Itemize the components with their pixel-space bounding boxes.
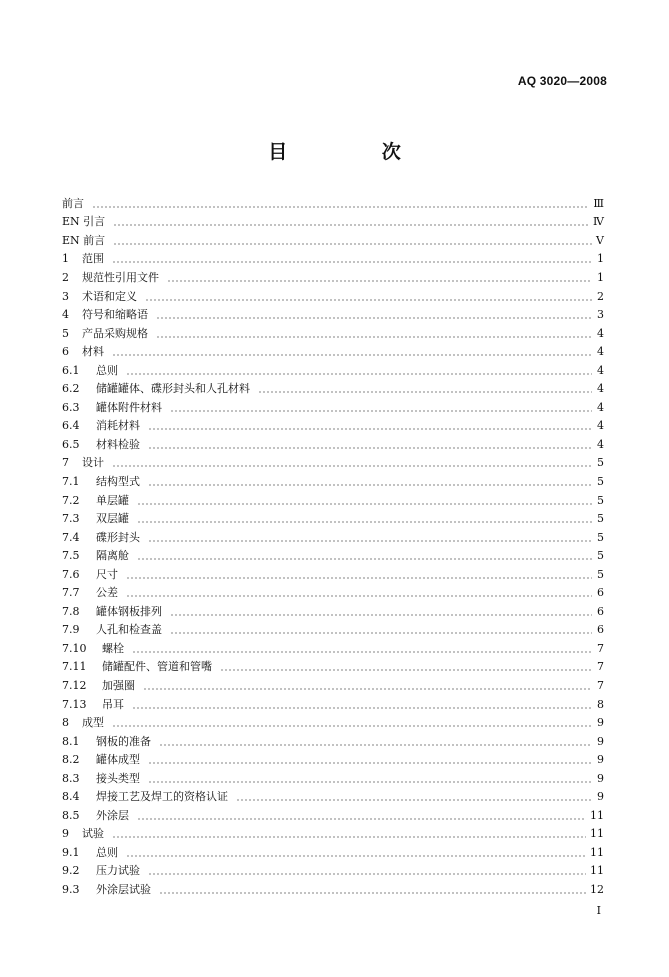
- toc-entry-label: 总则: [96, 363, 118, 377]
- toc-entry[interactable]: [62, 213, 604, 232]
- toc-entry[interactable]: [62, 435, 604, 454]
- toc-dot-leader: [126, 847, 586, 858]
- toc-entry-label: 加强圈: [102, 678, 135, 692]
- toc-entry-page: 5: [597, 530, 604, 544]
- toc-entry[interactable]: [62, 583, 604, 602]
- toc-entry-label: 钢板的准备: [96, 734, 151, 748]
- toc-dot-leader: [132, 699, 592, 710]
- toc-entry-label: 产品采购规格: [82, 326, 148, 340]
- toc-entry-page: 7: [597, 678, 604, 692]
- toc-entry-number: 9: [62, 827, 69, 841]
- toc-entry-number: 6.1: [62, 363, 80, 377]
- toc-entry-label: 罐体成型: [96, 753, 140, 767]
- toc-entry-number: 8: [62, 716, 69, 730]
- toc-entry-page: Ⅲ: [593, 196, 604, 210]
- toc-entry[interactable]: [62, 509, 604, 528]
- toc-entry[interactable]: [62, 658, 604, 677]
- toc-entry-label: 材料: [82, 345, 104, 359]
- table-of-contents: [62, 194, 604, 899]
- toc-entry-page: 4: [597, 400, 604, 414]
- toc-entry-number: 9.2: [62, 864, 80, 878]
- toc-entry-number: 8.5: [62, 808, 80, 822]
- toc-dot-leader: [137, 513, 592, 524]
- toc-entry-number: 7.2: [62, 493, 80, 507]
- toc-entry-number: 7: [62, 456, 69, 470]
- toc-dot-leader: [148, 420, 592, 431]
- toc-entry[interactable]: [62, 713, 604, 732]
- toc-entry-label: 罐体钢板排列: [96, 604, 162, 618]
- toc-entry-label: 术语和定义: [82, 289, 137, 303]
- toc-entry-number: 7.7: [62, 586, 80, 600]
- toc-dot-leader: [148, 865, 586, 876]
- toc-entry-page: 4: [597, 363, 604, 377]
- toc-entry-label: 成型: [82, 716, 104, 730]
- toc-entry-number: 7.3: [62, 512, 80, 526]
- toc-entry-number: 1: [62, 252, 69, 266]
- toc-entry[interactable]: [62, 732, 604, 751]
- toc-entry-label: 螺栓: [102, 641, 124, 655]
- toc-entry-label: 结构型式: [96, 474, 140, 488]
- toc-entry[interactable]: [62, 602, 604, 621]
- toc-dot-leader: [170, 624, 592, 635]
- toc-entry[interactable]: [62, 695, 604, 714]
- toc-entry-label: 储罐配件、管道和管嘴: [102, 660, 212, 674]
- toc-entry-label: 总则: [96, 845, 118, 859]
- toc-entry-label: 外涂层: [96, 808, 129, 822]
- toc-entry-page: 3: [597, 308, 604, 322]
- toc-entry[interactable]: [62, 324, 604, 343]
- toc-dot-leader: [170, 402, 592, 413]
- toc-entry-page: 5: [597, 493, 604, 507]
- toc-entry[interactable]: [62, 843, 604, 862]
- toc-entry[interactable]: [62, 621, 604, 640]
- toc-entry-page: 7: [597, 641, 604, 655]
- toc-entry-page: 2: [597, 289, 604, 303]
- document-code: AQ 3020—2008: [517, 74, 607, 88]
- toc-entry[interactable]: [62, 417, 604, 436]
- toc-entry-page: 4: [597, 326, 604, 340]
- toc-entry-label: 双层罐: [96, 512, 129, 526]
- toc-entry-label: 压力试验: [96, 864, 140, 878]
- toc-dot-leader: [220, 661, 592, 672]
- toc-entry-number: 5: [62, 326, 69, 340]
- toc-entry[interactable]: [62, 880, 604, 899]
- toc-entry[interactable]: [62, 639, 604, 658]
- toc-entry-number: 8.3: [62, 771, 80, 785]
- toc-dot-leader: [145, 291, 592, 302]
- toc-dot-leader: [170, 606, 592, 617]
- toc-entry[interactable]: [62, 287, 604, 306]
- toc-entry[interactable]: [62, 268, 604, 287]
- toc-entry[interactable]: [62, 491, 604, 510]
- toc-entry[interactable]: [62, 676, 604, 695]
- toc-entry[interactable]: [62, 769, 604, 788]
- toc-entry[interactable]: [62, 862, 604, 881]
- toc-entry[interactable]: [62, 398, 604, 417]
- toc-entry-number: 7.10: [62, 641, 87, 655]
- toc-entry-number: 7.1: [62, 474, 80, 488]
- toc-entry-page: 9: [597, 771, 604, 785]
- toc-entry-page: 8: [597, 697, 604, 711]
- toc-entry-label: 焊接工艺及焊工的资格认证: [96, 790, 228, 804]
- toc-title: 目 次: [268, 141, 445, 163]
- toc-dot-leader: [159, 884, 586, 895]
- toc-entry-number: 9.1: [62, 845, 80, 859]
- toc-dot-leader: [92, 198, 589, 209]
- toc-entry-page: 5: [597, 567, 604, 581]
- toc-entry-number: 7.6: [62, 567, 80, 581]
- toc-dot-leader: [132, 643, 592, 654]
- toc-entry-number: 7.9: [62, 623, 80, 637]
- toc-entry-label: 人孔和检查盖: [96, 623, 162, 637]
- toc-entry-number: 8.4: [62, 790, 80, 804]
- toc-dot-leader: [143, 680, 592, 691]
- toc-dot-leader: [156, 328, 592, 339]
- toc-dot-leader: [148, 439, 592, 450]
- toc-entry[interactable]: [62, 825, 604, 844]
- toc-entry-number: 7.4: [62, 530, 80, 544]
- toc-dot-leader: [159, 736, 592, 747]
- toc-dot-leader: [126, 365, 592, 376]
- toc-entry-page: 11: [590, 845, 604, 859]
- toc-entry-number: 8.1: [62, 734, 80, 748]
- toc-entry-label: 碟形封头: [96, 530, 140, 544]
- toc-entry-page: 6: [597, 586, 604, 600]
- toc-entry-number: 7.12: [62, 678, 87, 692]
- toc-entry-label: 消耗材料: [96, 419, 140, 433]
- toc-entry-number: 7.13: [62, 697, 87, 711]
- toc-entry-page: 11: [590, 827, 604, 841]
- toc-dot-leader: [137, 810, 586, 821]
- toc-entry-page: Ⅳ: [593, 215, 604, 229]
- toc-entry[interactable]: [62, 750, 604, 769]
- toc-entry-label: 范围: [82, 252, 104, 266]
- toc-entry-number: 7.5: [62, 549, 80, 563]
- toc-dot-leader: [126, 569, 592, 580]
- toc-entry-number: 7.8: [62, 604, 80, 618]
- toc-entry[interactable]: [62, 305, 604, 324]
- toc-entry[interactable]: [62, 546, 604, 565]
- toc-entry-label: 外涂层试验: [96, 883, 151, 896]
- toc-entry[interactable]: [62, 379, 604, 398]
- toc-entry-page: 4: [597, 382, 604, 396]
- toc-dot-leader: [137, 495, 592, 506]
- toc-entry-page: 7: [597, 660, 604, 674]
- toc-entry-label: 材料检验: [96, 437, 140, 451]
- toc-entry-number: 6.5: [62, 437, 80, 451]
- toc-entry[interactable]: [62, 342, 604, 361]
- toc-entry-label: 设计: [82, 456, 104, 470]
- toc-entry-label: 试验: [82, 827, 104, 841]
- toc-entry-page: 5: [597, 549, 604, 563]
- toc-entry-number: 4: [62, 308, 69, 322]
- toc-entry-page: 9: [597, 790, 604, 804]
- toc-entry[interactable]: [62, 528, 604, 547]
- toc-entry-label: 储罐罐体、碟形封头和人孔材料: [96, 382, 250, 396]
- toc-entry-label: 单层罐: [96, 493, 129, 507]
- toc-dot-leader: [148, 476, 592, 487]
- toc-dot-leader: [113, 235, 592, 246]
- toc-dot-leader: [113, 216, 589, 227]
- toc-entry[interactable]: [62, 361, 604, 380]
- toc-entry-label: EN 引言: [62, 215, 106, 229]
- toc-entry[interactable]: [62, 565, 604, 584]
- toc-entry-number: 6.4: [62, 419, 80, 433]
- toc-entry[interactable]: [62, 250, 604, 269]
- toc-entry-label: 接头类型: [96, 771, 140, 785]
- toc-entry[interactable]: [62, 806, 604, 825]
- toc-dot-leader: [112, 828, 586, 839]
- toc-entry[interactable]: [62, 788, 604, 807]
- toc-dot-leader: [126, 587, 592, 598]
- toc-entry[interactable]: [62, 231, 604, 250]
- toc-dot-leader: [148, 532, 592, 543]
- toc-dot-leader: [148, 773, 592, 784]
- toc-dot-leader: [156, 309, 592, 320]
- toc-entry[interactable]: [62, 454, 604, 473]
- toc-entry-page: 4: [597, 345, 604, 359]
- toc-dot-leader: [148, 754, 592, 765]
- toc-entry-label: 符号和缩略语: [82, 308, 148, 322]
- toc-entry-page: 11: [590, 864, 604, 878]
- toc-entry-page: 6: [597, 604, 604, 618]
- toc-entry-page: 1: [597, 270, 604, 284]
- toc-entry-page: 9: [597, 716, 604, 730]
- toc-entry-number: 2: [62, 270, 69, 284]
- toc-entry-page: 9: [597, 734, 604, 748]
- toc-entry-number: 8.2: [62, 753, 80, 767]
- toc-entry-page: 6: [597, 623, 604, 637]
- toc-dot-leader: [112, 717, 592, 728]
- toc-entry-page: 5: [597, 456, 604, 470]
- toc-dot-leader: [167, 272, 592, 283]
- toc-entry-page: 12: [590, 883, 604, 896]
- toc-entry-label: EN 前言: [62, 233, 106, 247]
- toc-dot-leader: [236, 791, 592, 802]
- toc-dot-leader: [112, 346, 592, 357]
- toc-entry-number: 9.3: [62, 883, 80, 896]
- toc-entry-label: 罐体附件材料: [96, 400, 162, 414]
- toc-entry-page: 5: [597, 474, 604, 488]
- toc-dot-leader: [112, 253, 592, 264]
- toc-entry-page: Ⅴ: [596, 233, 604, 247]
- toc-entry-page: 5: [597, 512, 604, 526]
- toc-entry[interactable]: [62, 194, 604, 213]
- toc-entry-page: 4: [597, 437, 604, 451]
- toc-entry-number: 7.11: [62, 660, 87, 674]
- toc-entry-page: 1: [597, 252, 604, 266]
- toc-entry-label: 前言: [62, 196, 84, 210]
- toc-entry-page: 4: [597, 419, 604, 433]
- toc-entry-number: 6.3: [62, 400, 80, 414]
- toc-entry-number: 6: [62, 345, 69, 359]
- toc-dot-leader: [258, 383, 592, 394]
- toc-entry[interactable]: [62, 472, 604, 491]
- toc-dot-leader: [137, 550, 592, 561]
- toc-entry-number: 6.2: [62, 382, 80, 396]
- page-number: I: [596, 904, 601, 917]
- toc-entry-label: 尺寸: [96, 567, 118, 581]
- toc-entry-page: 9: [597, 753, 604, 767]
- toc-entry-number: 3: [62, 289, 69, 303]
- toc-entry-label: 公差: [96, 586, 118, 600]
- toc-entry-label: 隔离舱: [96, 549, 129, 563]
- toc-entry-label: 吊耳: [102, 697, 124, 711]
- toc-entry-page: 11: [590, 808, 604, 822]
- toc-dot-leader: [112, 457, 592, 468]
- toc-entry-label: 规范性引用文件: [82, 270, 159, 284]
